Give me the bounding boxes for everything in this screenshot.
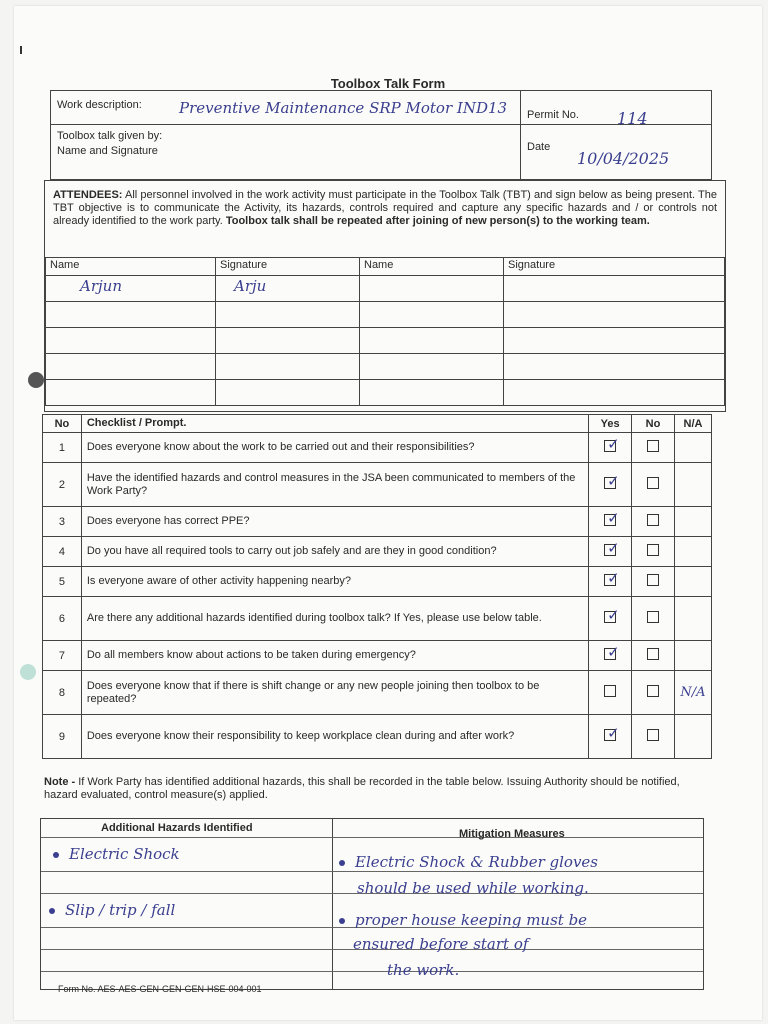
checklist-header-row bbox=[43, 415, 712, 433]
na-cell[interactable]: N/A bbox=[674, 671, 711, 715]
yes-cell bbox=[589, 537, 632, 567]
checklist-prompt: Does everyone know about the work to be carried out and their responsibilities? bbox=[81, 433, 588, 463]
mitigation-text[interactable]: the work. bbox=[387, 961, 460, 979]
no-checkbox[interactable] bbox=[647, 544, 659, 556]
hazards-col-heading: Additional Hazards Identified bbox=[101, 822, 253, 834]
punch-hole-bottom bbox=[20, 664, 36, 680]
yes-checkbox[interactable] bbox=[604, 685, 616, 697]
note-label: Note - bbox=[44, 776, 76, 788]
checklist-row bbox=[43, 507, 712, 537]
no-cell bbox=[632, 507, 675, 537]
checklist-prompt: Do all members know about actions to be taken during emergency? bbox=[81, 641, 588, 671]
no-cell bbox=[632, 567, 675, 597]
punch-hole-top bbox=[28, 372, 44, 388]
attendee-name[interactable] bbox=[360, 302, 504, 328]
hazards-rule bbox=[41, 837, 703, 838]
yes-checkbox[interactable] bbox=[604, 724, 620, 742]
checklist-number: 3 bbox=[43, 507, 82, 537]
attendee-name[interactable]: Arjun bbox=[46, 276, 216, 302]
edge-mark bbox=[20, 46, 22, 54]
checklist-table bbox=[42, 414, 712, 759]
attendee-signature[interactable]: Arju bbox=[216, 276, 360, 302]
attendee-signature[interactable] bbox=[216, 354, 360, 380]
checklist-prompt: Are there any additional hazards identified during toolbox talk? If Yes, please use below table. bbox=[81, 597, 588, 641]
attendee-signature[interactable] bbox=[504, 354, 725, 380]
check-mark-icon: ✓ bbox=[607, 606, 620, 624]
checklist-row bbox=[43, 567, 712, 597]
check-mark-icon: ✓ bbox=[607, 509, 620, 527]
bullet-icon bbox=[49, 908, 55, 914]
attendees-block bbox=[44, 180, 726, 412]
attendee-name[interactable] bbox=[46, 354, 216, 380]
yes-cell bbox=[589, 715, 632, 759]
work-description-value[interactable]: Preventive Maintenance SRP Motor IND13 bbox=[179, 99, 508, 117]
yes-checkbox[interactable] bbox=[604, 539, 620, 557]
mitigation-text[interactable]: ensured before start of bbox=[353, 935, 529, 953]
yes-checkbox[interactable] bbox=[604, 472, 620, 490]
col-no: No bbox=[43, 415, 82, 433]
permit-value[interactable]: 114 bbox=[617, 109, 648, 128]
checklist-prompt: Does everyone know their responsibility to keep workplace clean during and after work? bbox=[81, 715, 588, 759]
yes-cell bbox=[589, 433, 632, 463]
attendees-emphasis: Toolbox talk shall be repeated after joining of new person(s) to the working team. bbox=[225, 215, 650, 227]
no-cell bbox=[632, 597, 675, 641]
attendee-signature[interactable] bbox=[504, 380, 725, 406]
na-cell[interactable] bbox=[674, 433, 711, 463]
mitigation-entry[interactable] bbox=[339, 853, 598, 871]
checklist-row bbox=[43, 641, 712, 671]
na-cell[interactable] bbox=[674, 537, 711, 567]
checklist-number: 4 bbox=[43, 537, 82, 567]
attendees-header-row bbox=[46, 258, 725, 276]
no-cell bbox=[632, 715, 675, 759]
checklist-prompt: Is everyone aware of other activity happening nearby? bbox=[81, 567, 588, 597]
attendees-table bbox=[45, 257, 725, 406]
checklist-prompt: Have the identified hazards and control measures in the JSA been communicated to members of the Work Party? bbox=[81, 463, 588, 507]
checklist-number: 2 bbox=[43, 463, 82, 507]
date-label: Date bbox=[527, 141, 551, 153]
col-yes: Yes bbox=[589, 415, 632, 433]
attendee-name[interactable] bbox=[46, 302, 216, 328]
check-mark-icon: ✓ bbox=[607, 569, 620, 587]
na-cell[interactable] bbox=[674, 463, 711, 507]
yes-checkbox[interactable] bbox=[604, 435, 620, 453]
form-title: Toolbox Talk Form bbox=[330, 76, 446, 91]
checklist-prompt: Do you have all required tools to carry out job safely and are they in good condition? bbox=[81, 537, 588, 567]
no-cell bbox=[632, 537, 675, 567]
col-no-answer: No bbox=[632, 415, 675, 433]
hazards-divider bbox=[332, 819, 333, 989]
yes-checkbox[interactable] bbox=[604, 569, 620, 587]
checklist-prompt: Does everyone has correct PPE? bbox=[81, 507, 588, 537]
hazard-text: Electric Shock bbox=[69, 845, 180, 863]
attendee-row bbox=[46, 328, 725, 354]
mitigation-col-heading: Mitigation Measures bbox=[459, 828, 565, 840]
checklist-row bbox=[43, 597, 712, 641]
yes-cell bbox=[589, 567, 632, 597]
attendee-signature[interactable] bbox=[216, 328, 360, 354]
no-checkbox[interactable] bbox=[647, 729, 659, 741]
yes-cell bbox=[589, 507, 632, 537]
check-mark-icon: ✓ bbox=[607, 435, 620, 453]
no-checkbox[interactable] bbox=[647, 685, 659, 697]
col-signature-2: Signature bbox=[504, 258, 725, 276]
attendees-heading: ATTENDEES: bbox=[53, 189, 123, 201]
checklist-row bbox=[43, 537, 712, 567]
form-sheet bbox=[14, 6, 762, 1020]
note bbox=[44, 776, 706, 802]
date-value[interactable]: 10/04/2025 bbox=[577, 149, 670, 168]
checklist-number: 5 bbox=[43, 567, 82, 597]
attendee-name[interactable] bbox=[360, 328, 504, 354]
checklist-number: 1 bbox=[43, 433, 82, 463]
no-cell bbox=[632, 433, 675, 463]
check-mark-icon: ✓ bbox=[607, 539, 620, 557]
checklist-row bbox=[43, 715, 712, 759]
checklist-number: 6 bbox=[43, 597, 82, 641]
header-divider bbox=[520, 91, 521, 179]
work-description-label: Work description: bbox=[57, 99, 142, 111]
no-checkbox[interactable] bbox=[647, 477, 659, 489]
checklist-number: 9 bbox=[43, 715, 82, 759]
header-block bbox=[50, 90, 712, 180]
bullet-icon bbox=[339, 860, 345, 866]
attendee-name[interactable] bbox=[46, 328, 216, 354]
na-cell[interactable] bbox=[674, 641, 711, 671]
bullet-icon bbox=[339, 918, 345, 924]
no-checkbox[interactable] bbox=[647, 440, 659, 452]
na-cell[interactable] bbox=[674, 507, 711, 537]
note-text: If Work Party has identified additional hazards, this shall be recorded in the table below. Issuing Authority should be notified, hazard evaluated, control measure(s) applied. bbox=[44, 776, 680, 801]
na-cell[interactable] bbox=[674, 567, 711, 597]
hazards-rule bbox=[41, 871, 703, 872]
attendee-row bbox=[46, 354, 725, 380]
no-cell bbox=[632, 641, 675, 671]
hazards-table bbox=[40, 818, 704, 990]
check-mark-icon: ✓ bbox=[607, 724, 620, 742]
bullet-icon bbox=[53, 852, 59, 858]
no-cell bbox=[632, 463, 675, 507]
checklist-row bbox=[43, 671, 712, 715]
attendee-signature[interactable] bbox=[504, 328, 725, 354]
yes-cell bbox=[589, 463, 632, 507]
yes-checkbox[interactable] bbox=[604, 606, 620, 624]
no-checkbox[interactable] bbox=[647, 648, 659, 660]
mitigation-text: proper house keeping must be bbox=[355, 911, 588, 929]
attendee-row bbox=[46, 276, 725, 302]
attendee-signature[interactable] bbox=[504, 276, 725, 302]
attendees-instructions bbox=[53, 189, 717, 228]
checklist-row bbox=[43, 433, 712, 463]
na-cell[interactable] bbox=[674, 597, 711, 641]
check-mark-icon: ✓ bbox=[607, 472, 620, 490]
name-signature-label: Name and Signature bbox=[57, 145, 158, 157]
checklist-row bbox=[43, 463, 712, 507]
yes-cell bbox=[589, 597, 632, 641]
col-na: N/A bbox=[674, 415, 711, 433]
given-by-label: Toolbox talk given by: bbox=[57, 130, 163, 142]
na-cell[interactable] bbox=[674, 715, 711, 759]
yes-checkbox[interactable] bbox=[604, 509, 620, 527]
mitigation-entry[interactable] bbox=[339, 911, 587, 929]
attendees-text: All personnel involved in the work activity must participate in the Toolbox Talk (TBT) and sign below as being present. The TBT objective is to communicate the Activity, its hazards, controls required and capture any specific hazards and / or controls not already identified to the work party. bbox=[53, 189, 717, 227]
attendee-name[interactable] bbox=[360, 380, 504, 406]
col-name-2: Name bbox=[360, 258, 504, 276]
yes-cell bbox=[589, 641, 632, 671]
col-name-1: Name bbox=[46, 258, 216, 276]
form-number: Form No. AES-AES-GEN-GEN-GEN-HSE-004-001 bbox=[58, 984, 262, 994]
attendee-signature[interactable] bbox=[504, 302, 725, 328]
permit-label: Permit No. bbox=[527, 109, 579, 121]
check-mark-icon: ✓ bbox=[607, 643, 620, 661]
yes-checkbox[interactable] bbox=[604, 643, 620, 661]
hazard-entry[interactable] bbox=[53, 845, 180, 863]
col-prompt: Checklist / Prompt. bbox=[81, 415, 588, 433]
hazards-rule bbox=[41, 971, 703, 972]
attendee-name[interactable] bbox=[46, 380, 216, 406]
mitigation-text: Electric Shock & Rubber gloves bbox=[355, 853, 598, 871]
no-checkbox[interactable] bbox=[647, 514, 659, 526]
hazard-entry[interactable] bbox=[49, 901, 175, 919]
no-checkbox[interactable] bbox=[647, 611, 659, 623]
no-checkbox[interactable] bbox=[647, 574, 659, 586]
no-cell bbox=[632, 671, 675, 715]
checklist-number: 8 bbox=[43, 671, 82, 715]
yes-cell bbox=[589, 671, 632, 715]
attendee-signature[interactable] bbox=[216, 302, 360, 328]
attendee-row bbox=[46, 302, 725, 328]
attendee-name[interactable] bbox=[360, 354, 504, 380]
attendee-signature[interactable] bbox=[216, 380, 360, 406]
attendee-name[interactable] bbox=[360, 276, 504, 302]
checklist-number: 7 bbox=[43, 641, 82, 671]
mitigation-text[interactable]: should be used while working. bbox=[357, 879, 589, 897]
checklist-prompt: Does everyone know that if there is shift change or any new people joining then toolbox to be repeated? bbox=[81, 671, 588, 715]
attendee-row bbox=[46, 380, 725, 406]
col-signature-1: Signature bbox=[216, 258, 360, 276]
hazard-text: Slip / trip / fall bbox=[65, 901, 176, 919]
